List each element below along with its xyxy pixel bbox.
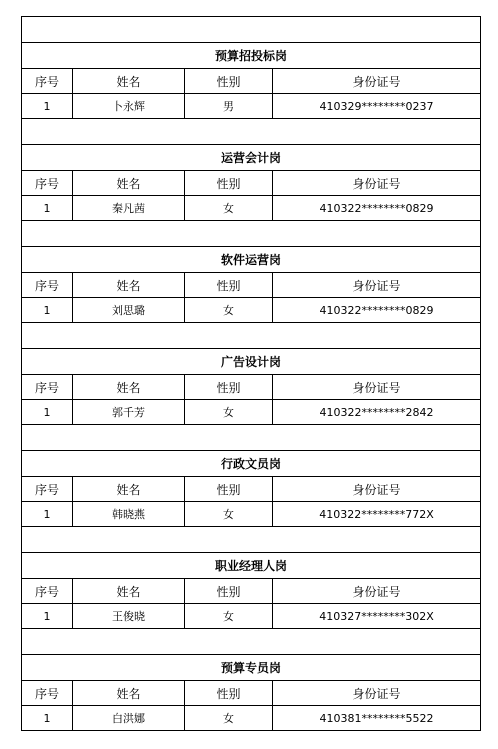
- cell-name: 卜永辉: [73, 94, 185, 119]
- cell-gender: 女: [185, 400, 273, 425]
- cell-gender: 女: [185, 706, 273, 731]
- table-row: [22, 706, 481, 731]
- header-gender: 性别: [185, 681, 273, 706]
- cell-name: 郭千芳: [73, 400, 185, 425]
- header-name: 姓名: [73, 273, 185, 298]
- section-title: 预算招投标岗: [22, 43, 481, 69]
- spacer-row: [22, 629, 481, 655]
- table-row: [22, 502, 481, 527]
- cell-id: 410322********0829: [273, 196, 481, 221]
- table-row: [22, 400, 481, 425]
- header-name: 姓名: [73, 375, 185, 400]
- cell-gender: 女: [185, 196, 273, 221]
- header-seq: 序号: [22, 273, 73, 298]
- header-seq: 序号: [22, 681, 73, 706]
- header-seq: 序号: [22, 69, 73, 94]
- section-title: 职业经理人岗: [22, 553, 481, 579]
- header-id: 身份证号: [273, 273, 481, 298]
- header-id: 身份证号: [273, 171, 481, 196]
- table-row: [22, 196, 481, 221]
- header-gender: 性别: [185, 69, 273, 94]
- table-row: [22, 604, 481, 629]
- header-gender: 性别: [185, 273, 273, 298]
- header-id: 身份证号: [273, 579, 481, 604]
- spacer-cell: [22, 629, 481, 655]
- spacer-row: [22, 119, 481, 145]
- section-title: 预算专员岗: [22, 655, 481, 681]
- header-name: 姓名: [73, 171, 185, 196]
- personnel-table-body: [22, 17, 481, 731]
- section-title-row: [22, 43, 481, 69]
- spacer-cell: [22, 527, 481, 553]
- header-name: 姓名: [73, 69, 185, 94]
- cell-id: 410322********2842: [273, 400, 481, 425]
- table-row: [22, 298, 481, 323]
- cell-seq: 1: [22, 604, 73, 629]
- cell-seq: 1: [22, 298, 73, 323]
- column-header-row: [22, 171, 481, 196]
- spacer-cell: [22, 221, 481, 247]
- section-title-row: [22, 145, 481, 171]
- section-title: 行政文员岗: [22, 451, 481, 477]
- cell-id: 410327********302X: [273, 604, 481, 629]
- spacer-cell: [22, 17, 481, 43]
- header-seq: 序号: [22, 171, 73, 196]
- table-row: [22, 94, 481, 119]
- cell-seq: 1: [22, 400, 73, 425]
- header-gender: 性别: [185, 375, 273, 400]
- header-seq: 序号: [22, 579, 73, 604]
- cell-gender: 男: [185, 94, 273, 119]
- cell-name: 秦凡茜: [73, 196, 185, 221]
- header-id: 身份证号: [273, 69, 481, 94]
- section-title-row: [22, 349, 481, 375]
- spacer-row: [22, 221, 481, 247]
- spacer-row: [22, 17, 481, 43]
- spacer-row: [22, 323, 481, 349]
- column-header-row: [22, 273, 481, 298]
- cell-gender: 女: [185, 604, 273, 629]
- header-gender: 性别: [185, 171, 273, 196]
- cell-name: 刘思璐: [73, 298, 185, 323]
- cell-id: 410329********0237: [273, 94, 481, 119]
- header-id: 身份证号: [273, 375, 481, 400]
- spacer-row: [22, 527, 481, 553]
- cell-id: 410322********0829: [273, 298, 481, 323]
- cell-name: 白洪娜: [73, 706, 185, 731]
- spacer-cell: [22, 323, 481, 349]
- cell-name: 韩晓燕: [73, 502, 185, 527]
- section-title: 软件运营岗: [22, 247, 481, 273]
- section-title-row: [22, 553, 481, 579]
- cell-gender: 女: [185, 298, 273, 323]
- column-header-row: [22, 69, 481, 94]
- cell-seq: 1: [22, 94, 73, 119]
- cell-name: 王俊晓: [73, 604, 185, 629]
- column-header-row: [22, 477, 481, 502]
- cell-id: 410322********772X: [273, 502, 481, 527]
- personnel-table: [21, 16, 481, 731]
- section-title-row: [22, 451, 481, 477]
- header-gender: 性别: [185, 579, 273, 604]
- header-id: 身份证号: [273, 477, 481, 502]
- section-title: 广告设计岗: [22, 349, 481, 375]
- spacer-cell: [22, 425, 481, 451]
- header-name: 姓名: [73, 681, 185, 706]
- column-header-row: [22, 375, 481, 400]
- cell-gender: 女: [185, 502, 273, 527]
- header-id: 身份证号: [273, 681, 481, 706]
- cell-seq: 1: [22, 196, 73, 221]
- header-name: 姓名: [73, 579, 185, 604]
- section-title-row: [22, 247, 481, 273]
- section-title-row: [22, 655, 481, 681]
- header-seq: 序号: [22, 477, 73, 502]
- cell-seq: 1: [22, 502, 73, 527]
- section-title: 运营会计岗: [22, 145, 481, 171]
- header-seq: 序号: [22, 375, 73, 400]
- spacer-cell: [22, 119, 481, 145]
- column-header-row: [22, 681, 481, 706]
- header-name: 姓名: [73, 477, 185, 502]
- cell-seq: 1: [22, 706, 73, 731]
- column-header-row: [22, 579, 481, 604]
- spacer-row: [22, 425, 481, 451]
- header-gender: 性别: [185, 477, 273, 502]
- cell-id: 410381********5522: [273, 706, 481, 731]
